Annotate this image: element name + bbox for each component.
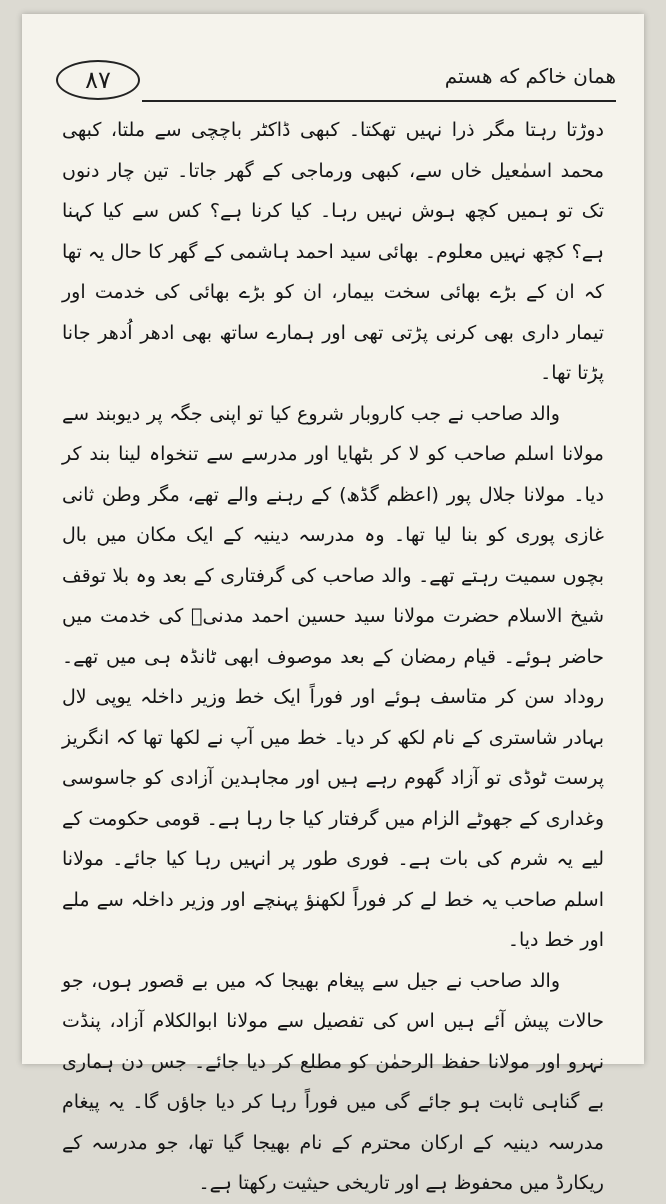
paragraph-3: والد صاحب نے جیل سے پیغام بھیجا کہ میں بے قصور ہوں، جو حالات پیش آئے ہیں اس کی تفصیل سے مولانا ابوالکلام آزاد، پنڈت نہرو اور مولانا حفظ الرحمٰن کو مطلع کر دیا جائے۔ جس دن ہماری بے گناہی ثابت ہو جائے گی میں فوراً رہا کر دیا جاؤں گا۔ یہ پیغام مدرسہ دینیہ کے ارکان محترم کے نام بھیجا گیا تھا، جو مدرسہ کے ریکارڈ میں محفوظ ہے اور تاریخی حیثیت رکھتا ہے۔ (62, 969, 604, 1194)
paragraph-2: والد صاحب نے جب کاروبار شروع کیا تو اپنی جگہ پر دیوبند سے مولانا اسلم صاحب کو لا کر بٹھایا اور مدرسے سے تنخواہ لینا بند کر دیا۔ مولانا جلال پور (اعظم گڈھ) کے رہنے والے تھے، مگر وطن ثانی غازی پوری کو بنا لیا تھا۔ وہ مدرسہ دینیہ کے ایک مکان میں بال بچوں سمیت رہتے تھے۔ والد صاحب کی گرفتاری کے بعد وہ بلا توقف شیخ الاسلام حضرت مولانا سید حسین احمد مدنیؒ کی خدمت میں حاضر ہوئے۔ قیام رمضان کے بعد موصوف ابھی ٹانڈہ ہی میں تھے۔ روداد سن کر متاسف ہوئے اور فوراً ایک خط وزیر داخلہ یوپی لال بہادر شاستری کے نام لکھ کر دیا۔ خط میں آپ نے لکھا تھا کہ انگریز پرست ٹوڈی تو آزاد گھوم رہے ہیں اور مجاہدین آزادی کو جاسوسی وغداری کے جھوٹے الزام میں گرفتار کیا جا رہا ہے۔ قومی حکومت کے لیے یہ شرم کی بات ہے۔ فوری طور پر انہیں رہا کیا جائے۔ مولانا اسلم صاحب یہ خط لے کر فوراً لکھنؤ پہنچے اور وزیر داخلہ سے ملے اور خط دیا۔ (62, 402, 604, 951)
page-header (50, 58, 616, 104)
running-title: همان خاکم که هستم (444, 64, 616, 88)
book-page (22, 14, 644, 1194)
paragraph-1: دوڑتا رہتا مگر ذرا نہیں تھکتا۔ کبھی ڈاکٹر باچچی سے ملتا، کبھی محمد اسمٰعیل خاں سے، کبھی ورماجی کے گھر جاتا۔ تین چار دنوں تک تو ہمیں کچھ ہوش نہیں رہا۔ کیا کرنا ہے؟ کس سے کیا کہنا ہے؟ کچھ نہیں معلوم۔ بھائی سید احمد ہاشمی کے گھر کا حال یہ تھا کہ ان کے بڑے بھائی سخت بیمار، ان کو بڑے بھائی کی خدمت اور تیمار داری بھی کرنی پڑتی تھی اور ہمارے ساتھ بھی ادھر اُدھر جانا پڑتا تھا۔ (62, 119, 604, 384)
body-text (62, 110, 604, 1204)
header-rule (142, 100, 616, 102)
page-number: ۸۷ (56, 60, 140, 100)
